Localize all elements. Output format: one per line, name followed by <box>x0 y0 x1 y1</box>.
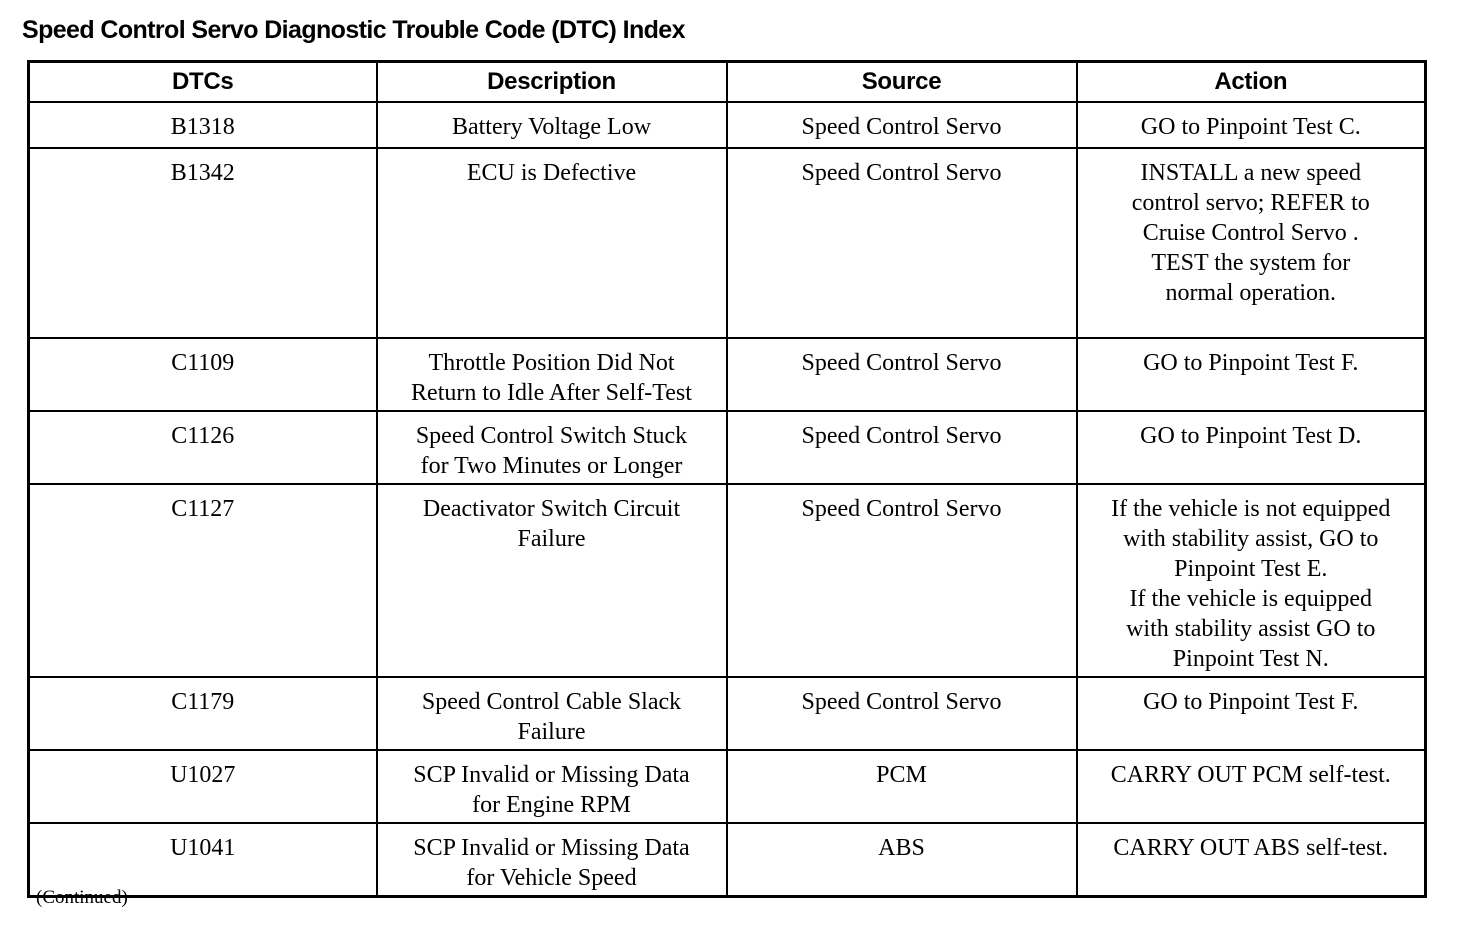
source-text: ABS <box>878 835 925 861</box>
dtc-cell <box>29 750 377 823</box>
description-text: ECU is Defective <box>466 160 637 186</box>
description-cell <box>377 338 727 411</box>
dtc-cell <box>29 823 377 897</box>
table-row <box>29 338 1426 411</box>
dtc-cell <box>29 484 377 677</box>
dtc-index-table <box>27 60 1427 898</box>
action-cell <box>1077 411 1426 484</box>
dtc-cell <box>29 102 377 148</box>
action-cell <box>1077 677 1426 750</box>
source-cell <box>727 411 1077 484</box>
dtc-code: C1109 <box>171 350 235 376</box>
action-text: GO to Pinpoint Test C. <box>1140 114 1361 140</box>
action-text: CARRY OUT ABS self-test. <box>1113 835 1389 861</box>
source-text: Speed Control Servo <box>801 423 1002 449</box>
table-row <box>29 750 1426 823</box>
dtc-code: U1041 <box>170 835 236 861</box>
description-text: SCP Invalid or Missing Data for Engine RPM <box>413 762 690 818</box>
dtc-cell <box>29 411 377 484</box>
dtc-code: B1318 <box>170 114 235 140</box>
source-text: Speed Control Servo <box>801 350 1002 376</box>
source-text: PCM <box>876 762 927 788</box>
table-row <box>29 484 1426 677</box>
table-header-row <box>29 62 1426 103</box>
dtc-code: C1126 <box>171 423 235 449</box>
dtc-code: C1179 <box>171 689 235 715</box>
table-row <box>29 411 1426 484</box>
source-cell <box>727 102 1077 148</box>
source-text: Speed Control Servo <box>801 689 1002 715</box>
description-text: Speed Control Switch Stuck for Two Minutes or Longer <box>415 423 688 479</box>
description-cell <box>377 102 727 148</box>
source-cell <box>727 750 1077 823</box>
description-text: Battery Voltage Low <box>451 114 652 140</box>
dtc-code: C1127 <box>171 496 235 522</box>
dtc-cell <box>29 338 377 411</box>
document-title: Speed Control Servo Diagnostic Trouble Code (DTC) Index <box>22 16 685 44</box>
action-text: GO to Pinpoint Test D. <box>1140 423 1362 449</box>
description-cell <box>377 148 727 338</box>
description-text: Throttle Position Did Not Return to Idle After Self-Test <box>411 350 692 406</box>
table-row <box>29 677 1426 750</box>
source-text: Speed Control Servo <box>801 114 1002 140</box>
description-text: Speed Control Cable Slack Failure <box>421 689 682 745</box>
description-cell <box>377 677 727 750</box>
action-cell <box>1077 338 1426 411</box>
source-cell <box>727 338 1077 411</box>
description-cell <box>377 750 727 823</box>
dtc-cell <box>29 677 377 750</box>
action-text: GO to Pinpoint Test F. <box>1143 350 1359 376</box>
table-row <box>29 102 1426 148</box>
continued-note: (Continued) <box>36 887 128 908</box>
description-text: SCP Invalid or Missing Data for Vehicle Speed <box>413 835 690 891</box>
source-text: Speed Control Servo <box>801 496 1002 522</box>
table-row <box>29 823 1426 897</box>
action-cell <box>1077 484 1426 677</box>
table-row <box>29 148 1426 338</box>
header-description: Description <box>377 62 727 103</box>
action-cell <box>1077 102 1426 148</box>
header-source: Source <box>727 62 1077 103</box>
action-text: GO to Pinpoint Test F. <box>1143 689 1359 715</box>
description-cell <box>377 823 727 897</box>
source-cell <box>727 823 1077 897</box>
description-cell <box>377 411 727 484</box>
header-dtcs: DTCs <box>29 62 377 103</box>
dtc-code: B1342 <box>170 160 235 186</box>
source-cell <box>727 484 1077 677</box>
source-text: Speed Control Servo <box>801 160 1002 186</box>
action-cell <box>1077 750 1426 823</box>
action-text: INSTALL a new speed control servo; REFER to Cruise Control Servo . TEST the system for normal operation. <box>1131 160 1370 306</box>
source-cell <box>727 677 1077 750</box>
action-text: CARRY OUT PCM self-test. <box>1110 762 1391 788</box>
dtc-code: U1027 <box>170 762 236 788</box>
dtc-cell <box>29 148 377 338</box>
action-text: If the vehicle is not equipped with stability assist, GO to Pinpoint Test E. If the vehicle is equipped with stability assist GO to Pinpoint Test N. <box>1111 496 1391 672</box>
action-cell <box>1077 148 1426 338</box>
action-cell <box>1077 823 1426 897</box>
header-action: Action <box>1077 62 1426 103</box>
description-cell <box>377 484 727 677</box>
source-cell <box>727 148 1077 338</box>
description-text: Deactivator Switch Circuit Failure <box>422 496 681 552</box>
